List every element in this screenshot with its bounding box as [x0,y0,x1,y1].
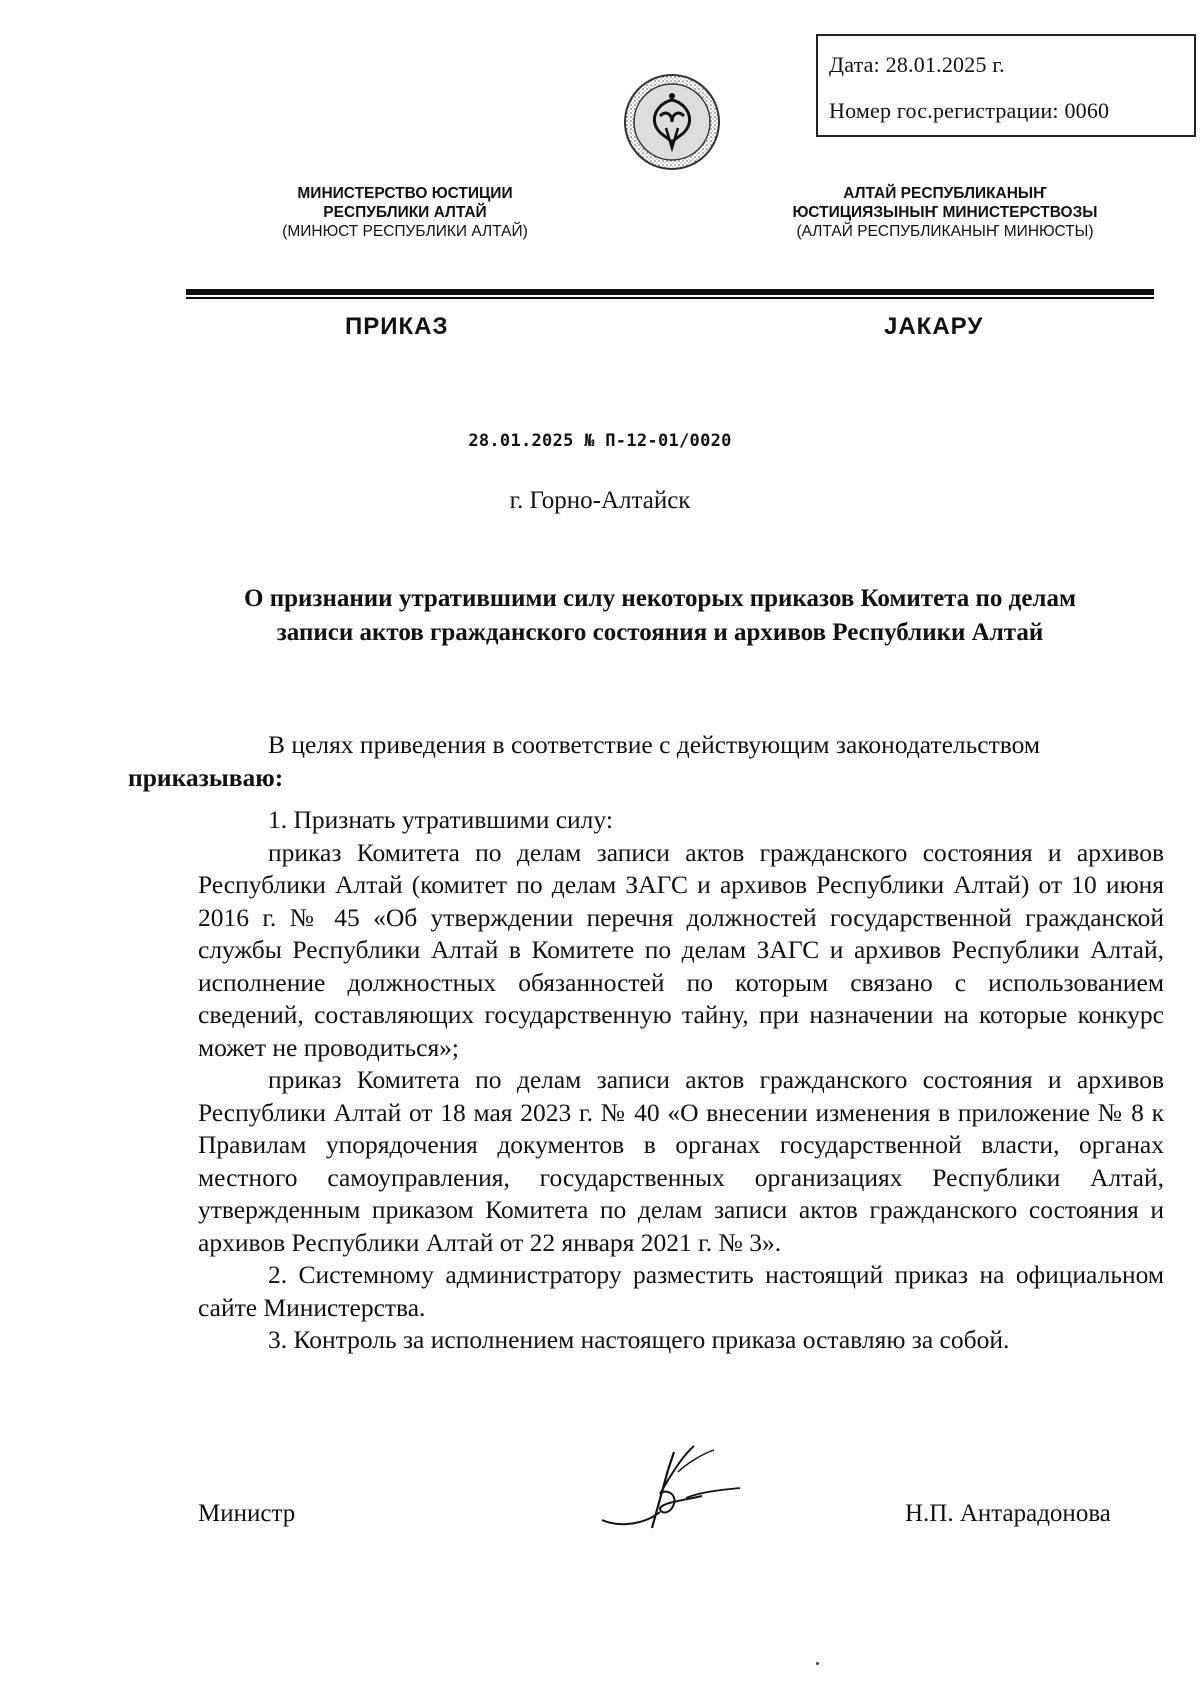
registration-number: Номер гос.регистрации: 0060 [829,98,1110,123]
registration-stamp [816,34,1196,137]
doc-type-russian: ПРИКАЗ [345,313,449,340]
registration-date: Дата: 28.01.2025 г. [829,52,1005,77]
ministry-name-russian [235,184,575,241]
order-city: г. Горно-Алтайск [509,487,691,514]
ministry-ru-line1: МИНИСТЕРСТВО ЮСТИЦИИ [297,185,513,202]
intro-directive: приказываю: [128,762,284,792]
doc-type-altai: JАКАРУ [884,313,984,340]
order-title-line1: О признании утратившими силу некоторых приказов Комитета по делам [244,585,1076,612]
order-body [128,729,1164,1357]
item-1-b: приказ Комитета по делам записи актов гражданского состояния и архивов Республики Алтай от 18 мая 2023 г. № 40 «О внесении изменения в приложение № 8 к Правилам упорядочения документов в органах государственной власти, органах местного самоуправления, государственных организациях Республики Алтай, утвержденным приказом Комитета по делам записи актов гражданского состояния и архивов Республики Алтай от 22 января 2021 г. № 3». [198,1065,1164,1257]
order-title [180,582,1140,650]
order-date-number: 28.01.2025 № П-12-01/0020 [468,431,732,451]
altai-republic-emblem-icon [622,72,722,172]
item-2: 2. Системному администратору разместить настоящий приказ на официальном сайте Министерства. [198,1260,1164,1322]
handwritten-signature-icon [590,1432,770,1542]
ministry-alt-line1: АЛТАЙ РЕСПУБЛИКАНЫҤ [843,185,1047,202]
item-3: 3. Контроль за исполнением настоящего приказа оставляю за собой. [268,1325,1010,1354]
ministry-ru-line2: РЕСПУБЛИКИ АЛТАЙ [323,204,487,221]
header-divider-thick [186,289,1154,295]
scan-speck [816,1662,819,1665]
header-divider-thin [186,297,1154,299]
order-title-line2: записи актов гражданского состояния и архивов Республики Алтай [276,619,1044,646]
signatory-position: Министр [198,1500,296,1527]
intro-paragraph [128,729,1164,794]
ministry-alt-line2: ЮСТИЦИЯЗЫНЫҤ МИНИСТЕРСТВОЗЫ [792,204,1098,221]
ministry-alt-line3: (АЛТАЙ РЕСПУБЛИКАНЫҤ МИНЮСТЫ) [796,223,1094,240]
signatory-name: Н.П. Антарадонова [905,1500,1111,1527]
ministry-ru-line3: (МИНЮСТ РЕСПУБЛИКИ АЛТАЙ) [282,223,528,240]
ministry-name-altai [740,184,1150,241]
item-1-a: приказ Комитета по делам записи актов гражданского состояния и архивов Республики Алтай (комитет по делам ЗАГС и архивов Республики Алтай) от 10 июня 2016 г. № 45 «Об утверждении перечня должностей государственной гражданской службы Республики Алтай в Комитете по делам ЗАГС и архивов Республики Алтай, исполнение должностных обязанностей по которым связано с использованием сведений, составляющих государственную тайну, при назначении на которые конкурс может не проводиться»; [198,837,1164,1062]
item-1: 1. Признать утратившими силу: [268,805,613,834]
intro-text: В целях приведения в соответствие с действующим законодательством [268,730,1041,759]
